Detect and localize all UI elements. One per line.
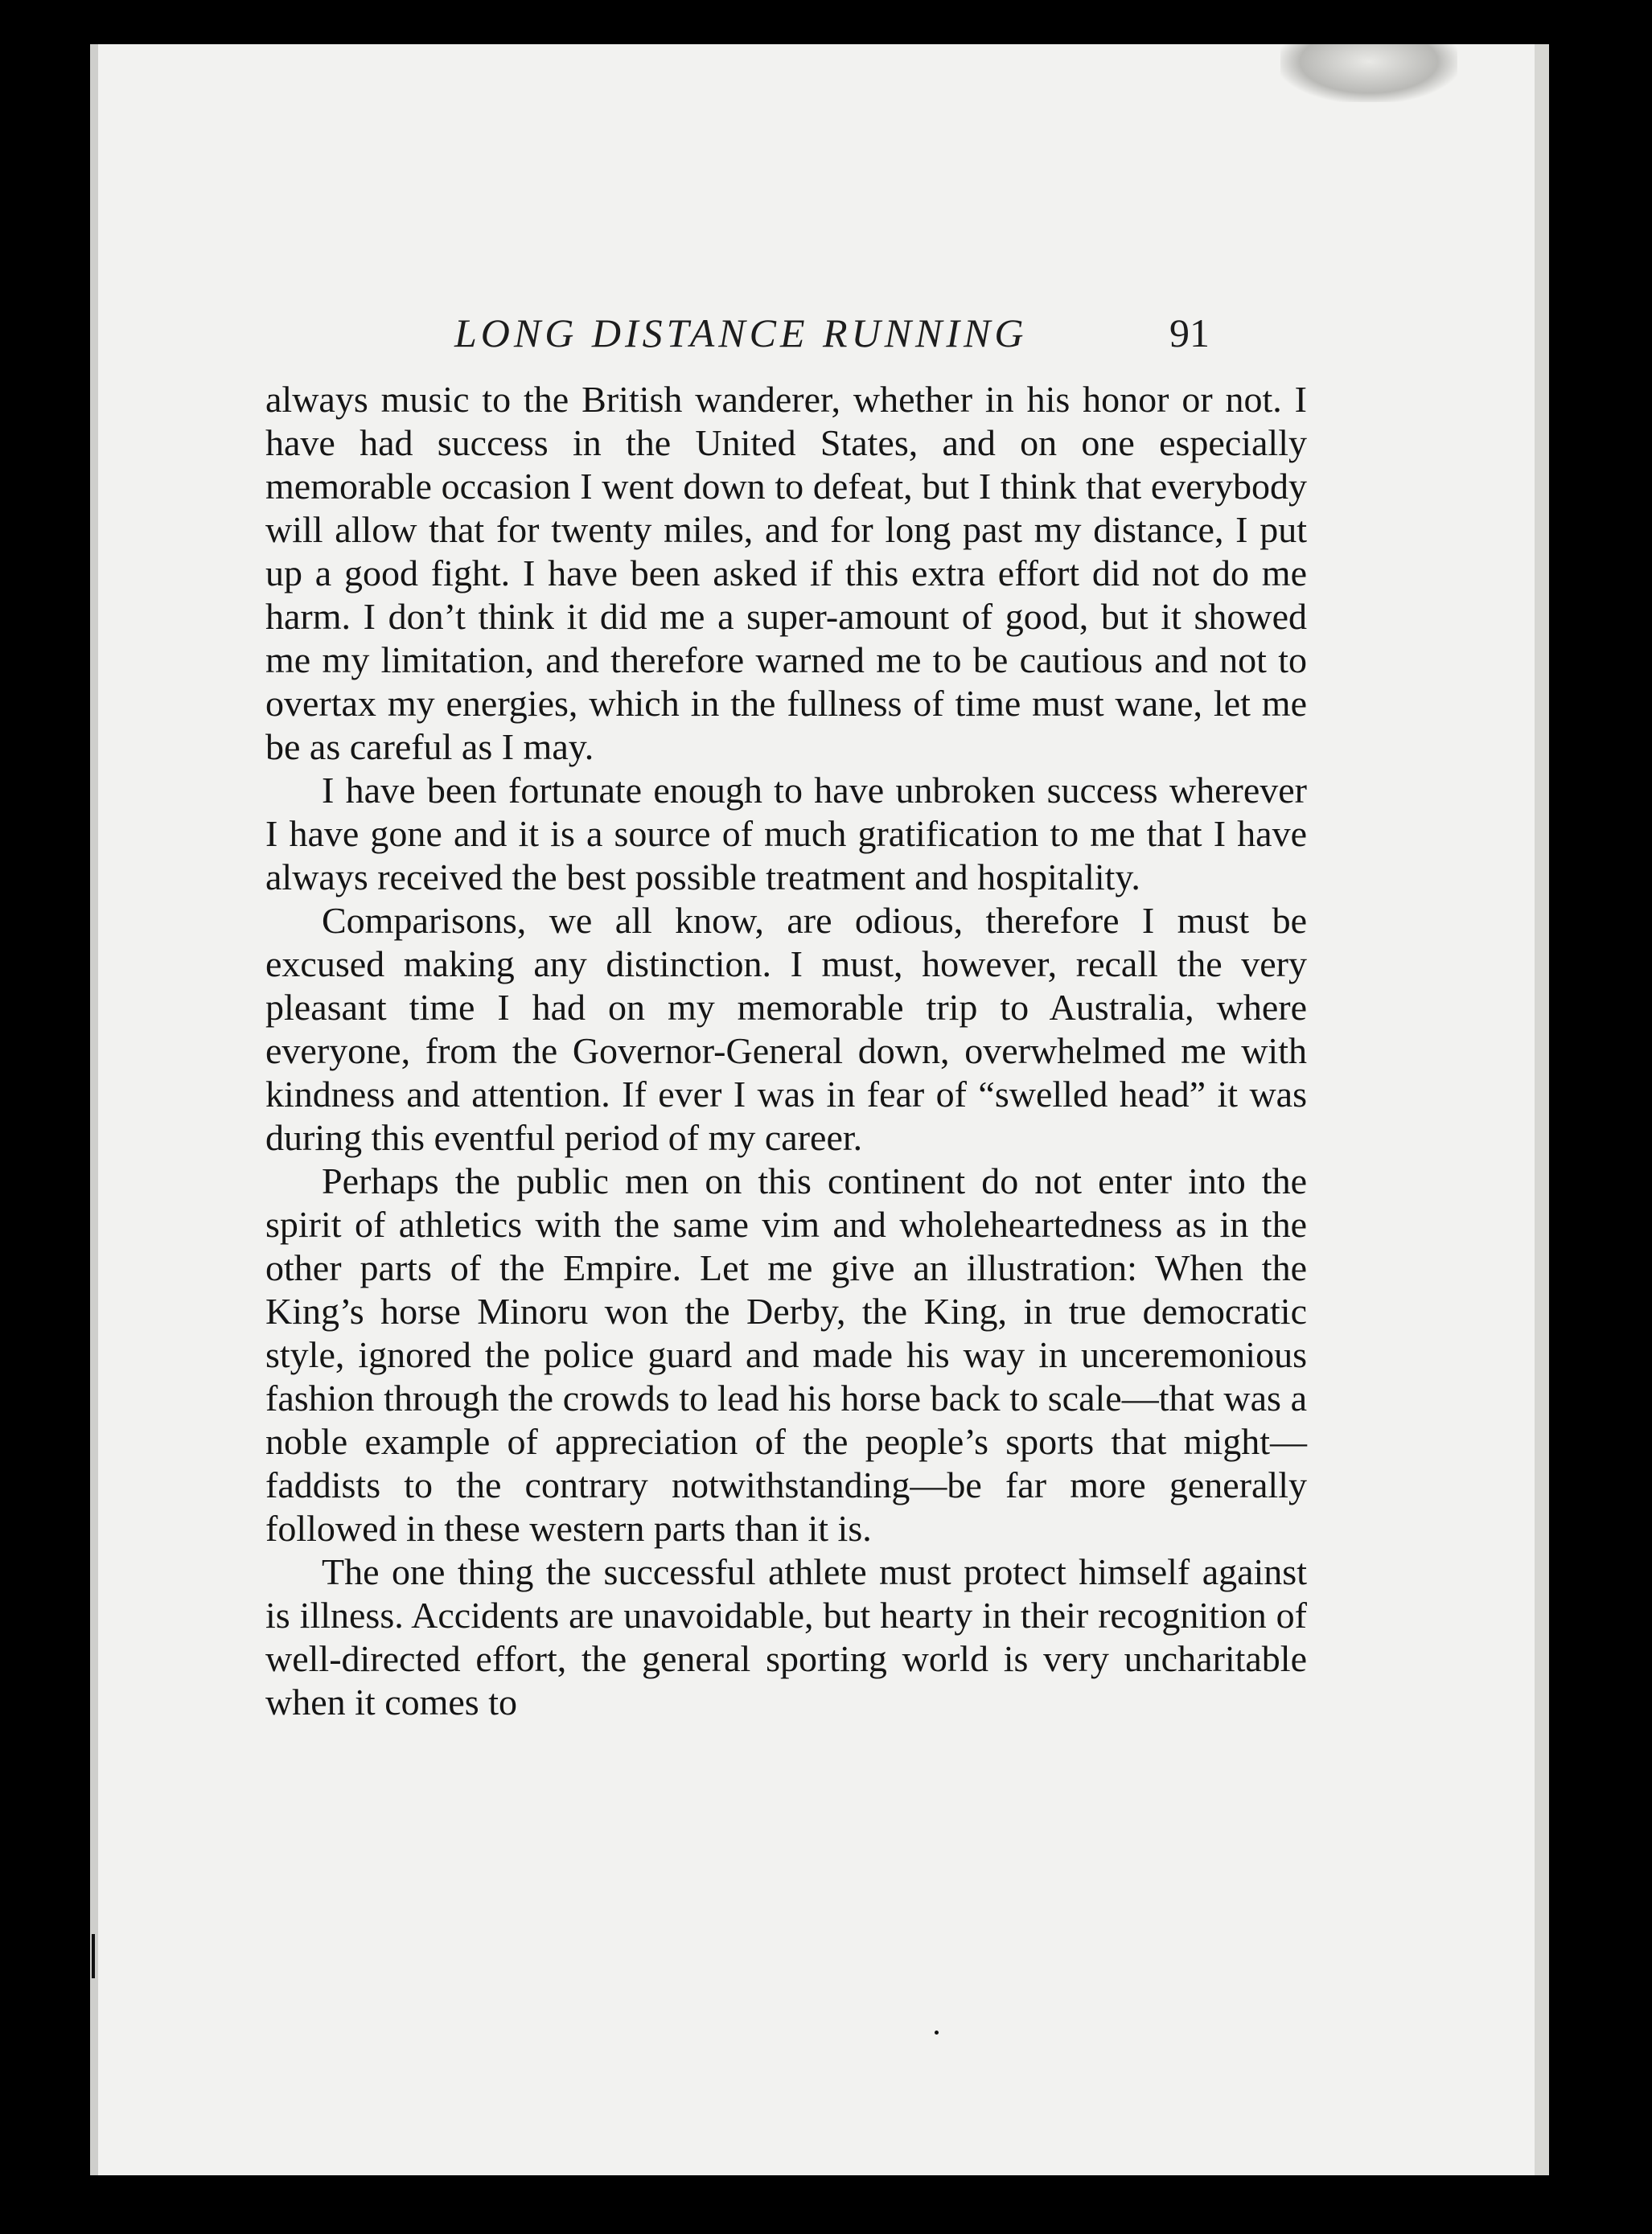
- paragraph: The one thing the successful athlete must protect himself against is illness. Accidents are unavoidable, but hearty in their recognition of well-directed effort, the general sporting world is very uncharitable when it comes to: [265, 1551, 1307, 1723]
- body-text: [265, 378, 1307, 1724]
- scan-speck: [935, 2031, 939, 2035]
- page-header: [98, 310, 1535, 374]
- scan-speck: [92, 1934, 95, 1978]
- page-number: 91: [1169, 310, 1210, 355]
- paragraph: I have been fortunate enough to have unbroken success wherever I have gone and it is a source of much gratification to me that I have always received the best possible treatment and hospitality.: [265, 770, 1307, 897]
- paragraph: Perhaps the public men on this continent do not enter into the spirit of athletics with the same vim and wholeheartedness as in the other parts of the Empire. Let me give an illustration: When the King’s horse Minoru won the Derby, the King, in true democratic style, ignored the police guard and made his way in unceremonious fashion through the crowds to lead his horse back to scale—that was a noble example of appreciation of the people’s sports that might—faddists to the contrary notwithstanding—be far more generally followed in these western parts than it is.: [265, 1160, 1307, 1549]
- page-corner-damage: [1280, 44, 1457, 102]
- running-title: LONG DISTANCE RUNNING: [454, 310, 1028, 355]
- paragraph: Comparisons, we all know, are odious, therefore I must be excused making any distinction. I must, however, recall the very pleasant time I had on my memorable trip to Australia, where everyone, from the Governor-General down, overwhelmed me with kindness and attention. If ever I was in fear of “swelled head” it was during this eventful period of my career.: [265, 900, 1307, 1158]
- book-page: [90, 44, 1549, 2175]
- paragraph: always music to the British wanderer, whether in his honor or not. I have had success in the United States, and on one especially memorable occasion I went down to defeat, but I think that everybody will allow that for twenty miles, and for long past my distance, I put up a good fight. I have been asked if this extra effort did not do me harm. I don’t think it did me a super-amount of good, but it showed me my limitation, and therefore warned me to be cautious and not to overtax my energies, which in the fullness of time must wane, let me be as careful as I may.: [265, 379, 1307, 767]
